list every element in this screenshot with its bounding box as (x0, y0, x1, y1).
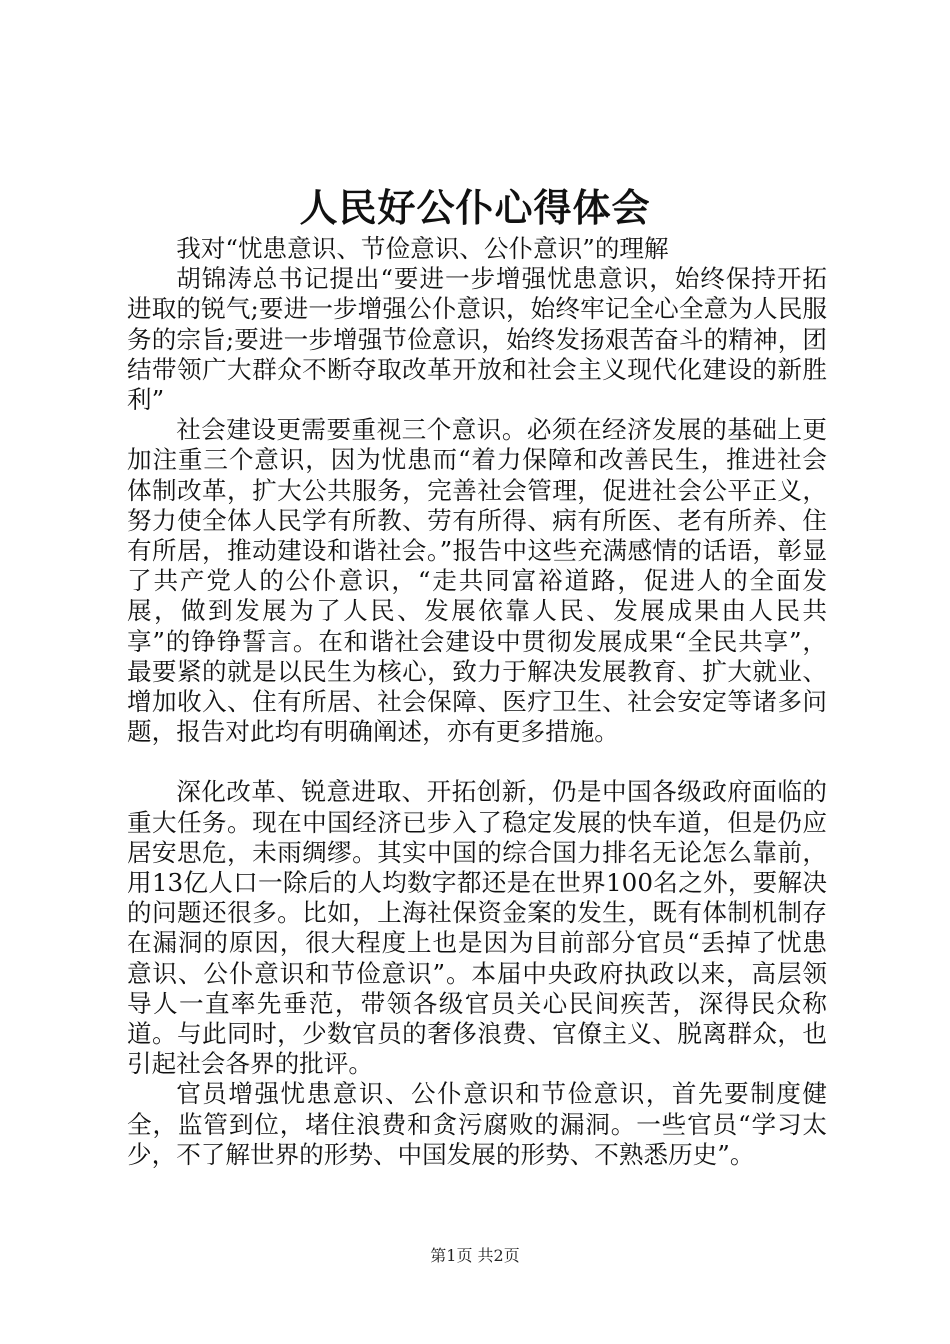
document-body (127, 234, 827, 1170)
paragraph-heading: 我对“忧患意识、节俭意识、公仆意识”的理解 (176, 234, 669, 263)
page-footer: 第1页 共2页 (430, 1246, 520, 1265)
paragraph-quote: 胡锦涛总书记提出“要进一步增强忧患意识，始终保持开拓进取的锐气;要进一步增强公仆意识，始终牢记全心全意为人民服务的宗旨;要进一步增强节俭意识，始终发扬艰苦奋斗的精神，团结带领广大群众不断夺取改革开放和社会主义现代化建设的新胜利” (127, 264, 827, 415)
document-title: 人民好公仆心得体会 (299, 185, 651, 230)
paragraph-reform: 深化改革、锐意进取、开拓创新，仍是中国各级政府面临的重大任务。现在中国经济已步入了稳定发展的快车道，但是仍应居安思危，未雨绸缪。其实中国的综合国力排名无论怎么靠前，用13亿人口一除后的人均数字都还是在世界100名之外，要解决的问题还很多。比如，上海社保资金案的发生，既有体制机制存在漏洞的原因，很大程度上也是因为目前部分官员“丢掉了忧患意识、公仆意识和节俭意识”。本届中央政府执政以来，高层领导人一直率先垂范，带领各级官员关心民间疾苦，深得民众称道。与此同时，少数官员的奢侈浪费、官僚主义、脱离群众，也引起社会各界的批评。 (127, 777, 827, 1079)
paragraph-officials: 官员增强忧患意识、公仆意识和节俭意识，首先要制度健全，监管到位，堵住浪费和贪污腐败的漏洞。一些官员“学习太少，不了解世界的形势、中国发展的形势、不熟悉历史”。 (127, 1079, 827, 1169)
paragraph-gap (127, 747, 827, 777)
paragraph-social-construction: 社会建设更需要重视三个意识。必须在经济发展的基础上更加注重三个意识，因为忧患而“着力保障和改善民生，推进社会体制改革，扩大公共服务，完善社会管理，促进社会公平正义，努力使全体人民学有所教、劳有所得、病有所医、老有所养、住有所居，推动建设和谐社会。”报告中这些充满感情的话语，彰显了共产党人的公仆意识，“走共同富裕道路，促进人的全面发展，做到发展为了人民、发展依靠人民、发展成果由人民共享”的铮铮誓言。在和谐社会建设中贯彻发展成果“全民共享”，最要紧的就是以民生为核心，致力于解决发展教育、扩大就业、增加收入、住有所居、社会保障、医疗卫生、社会安定等诸多问题，报告对此均有明确阐述，亦有更多措施。 (127, 415, 827, 747)
